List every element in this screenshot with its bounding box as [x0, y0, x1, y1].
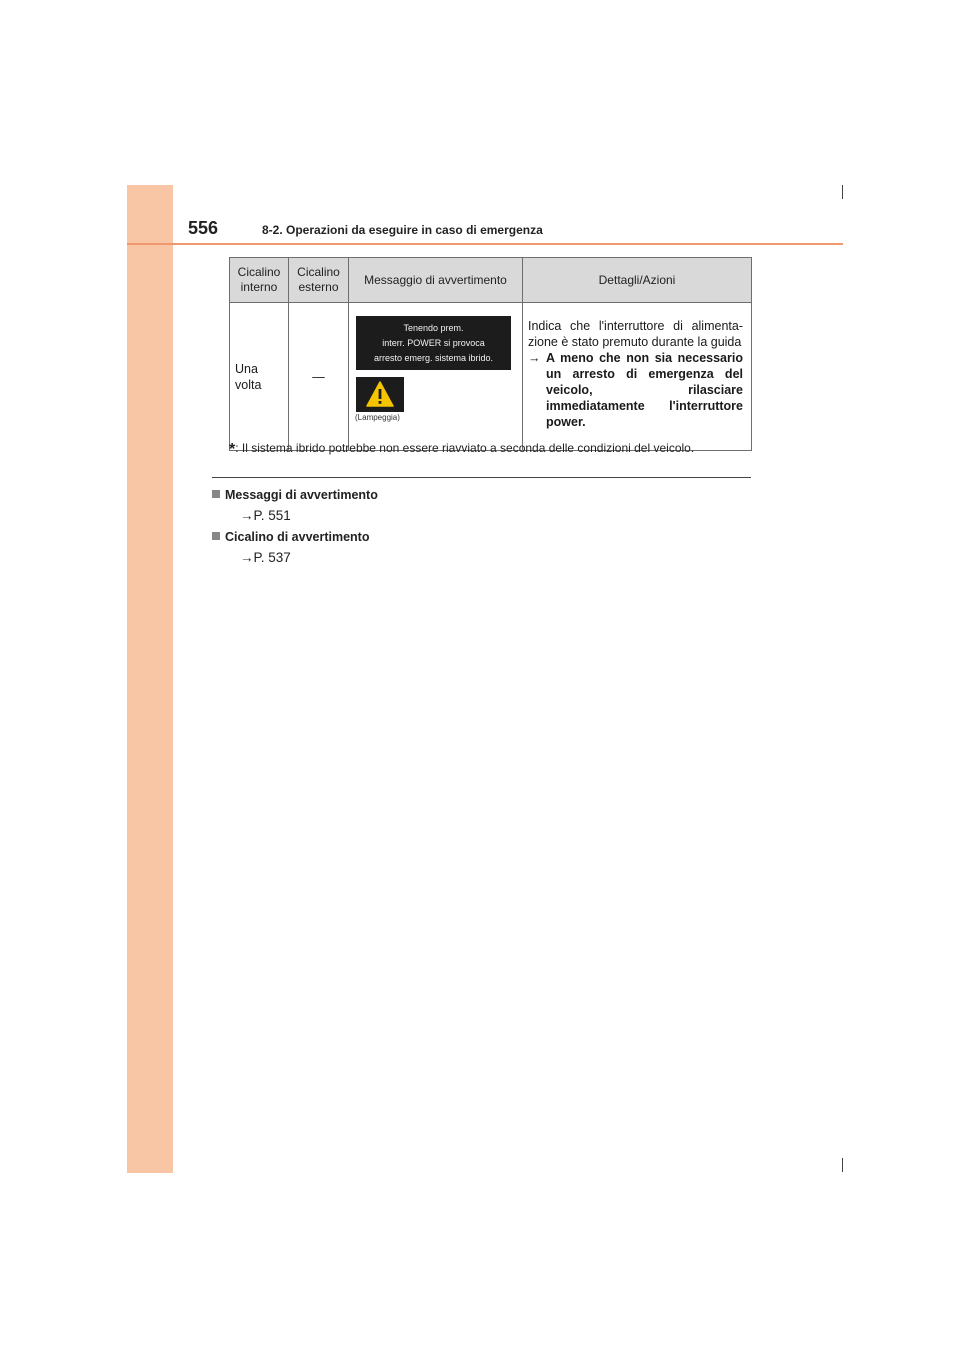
- cell-external-buzzer: —: [289, 303, 349, 451]
- header-rule: [127, 243, 843, 245]
- blink-note: (Lampeggia): [355, 413, 400, 422]
- action-text: A meno che non sia necessario un arresto di emergenza del veicolo, rilasciare immediatamente l'interruttore power.: [546, 350, 743, 429]
- footnote-rule: [212, 477, 751, 478]
- section-warning-messages: Messaggi di avvertimento: [212, 488, 378, 502]
- header-warning-message: Messaggio di avvertimento: [349, 258, 523, 303]
- section-warning-buzzer: Cicalino di avvertimento: [212, 530, 369, 544]
- header-external-buzzer: Cicalino esterno: [289, 258, 349, 303]
- page-number: 556: [188, 218, 219, 238]
- square-bullet-icon: [212, 490, 220, 498]
- ref-warning-buzzer[interactable]: →P. 537: [240, 550, 291, 565]
- table-row: [230, 303, 752, 451]
- warning-table: [229, 257, 752, 451]
- details-action: [528, 350, 743, 430]
- footnote: [229, 441, 694, 459]
- warning-light: [356, 377, 404, 412]
- cell-warning-message: [349, 303, 523, 451]
- arrow-icon: →: [528, 350, 541, 365]
- header-internal-buzzer: Cicalino interno: [230, 258, 289, 303]
- square-bullet-icon: [212, 532, 220, 540]
- footnote-marker: *: [229, 441, 236, 458]
- footnote-text: : Il sistema ibrido potrebbe non essere riavviato a seconda delle condizioni del veicolo.: [235, 441, 695, 455]
- ref-warning-messages[interactable]: →P. 551: [240, 508, 291, 523]
- header-details-actions: Dettagli/Azioni: [523, 258, 752, 303]
- warning-triangle-icon: [366, 381, 394, 407]
- display-message: Tenendo prem. interr. POWER si provoca arresto emerg. sistema ibrido.: [356, 316, 511, 370]
- cell-details-actions: [523, 303, 752, 451]
- cell-internal-buzzer: Una volta: [230, 303, 289, 451]
- section-title: 8-2. Operazioni da eseguire in caso di emergenza: [262, 223, 543, 237]
- details-text: Indica che l'interruttore di alimenta-zione è stato premuto durante la guida: [528, 318, 743, 349]
- crop-mark-top: [842, 185, 843, 199]
- sidebar-tab: [127, 185, 173, 1173]
- table-header-row: [230, 258, 752, 303]
- crop-mark-bottom: [842, 1158, 843, 1172]
